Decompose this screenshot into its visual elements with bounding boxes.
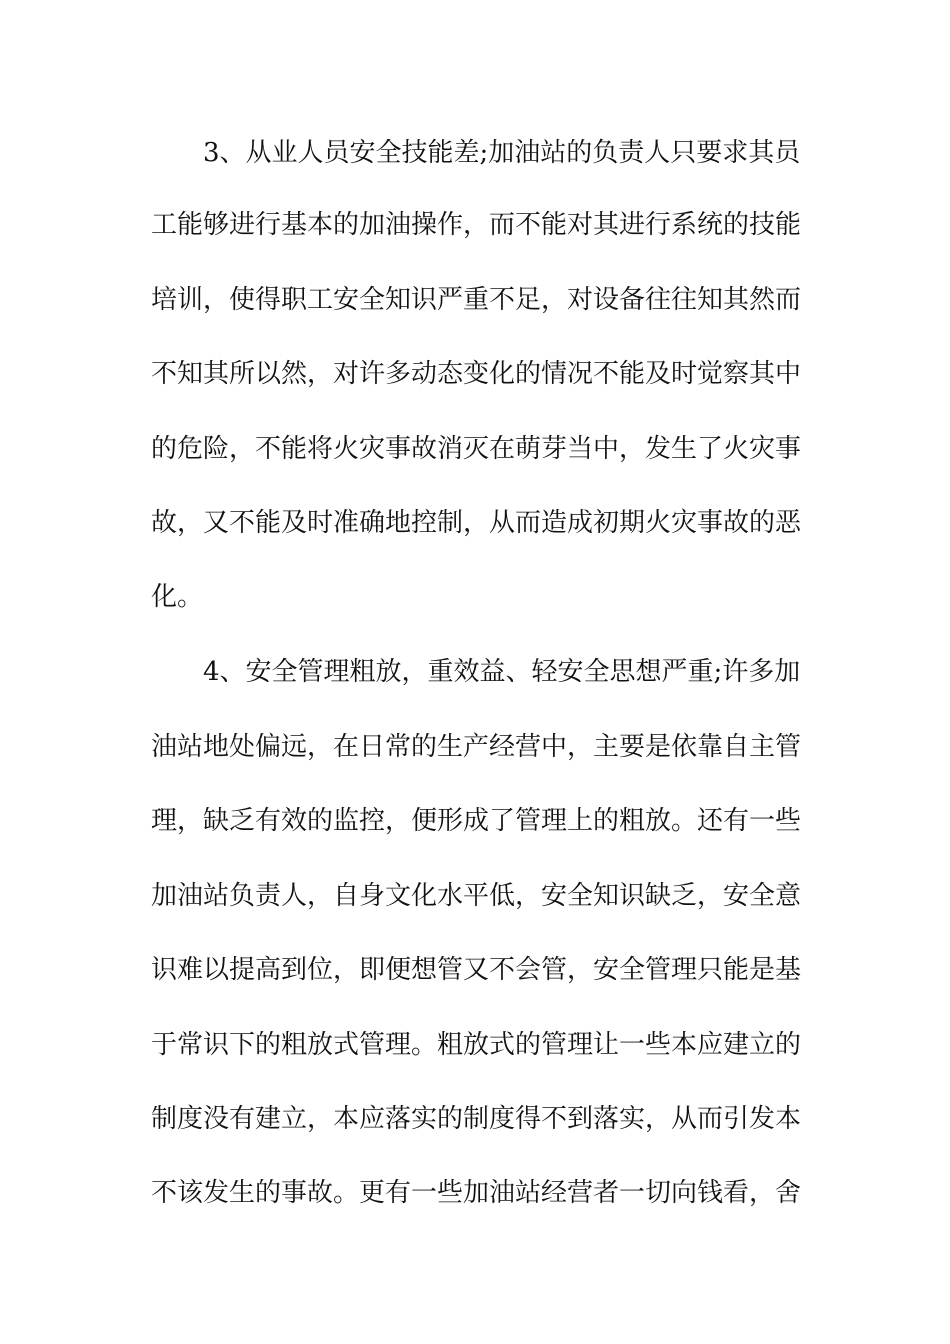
paragraph-2-line-2: 油站地处偏远，在日常的生产经营中，主要是依靠自主管: [151, 732, 802, 762]
paragraph-2-line-7: 制度没有建立，本应落实的制度得不到落实，从而引发本: [151, 1104, 802, 1134]
paragraph-2-line-3: 理，缺乏有效的监控，便形成了管理上的粗放。还有一些: [151, 806, 802, 836]
paragraph-2-line-6: 于常识下的粗放式管理。粗放式的管理让一些本应建立的: [151, 1030, 802, 1060]
paragraph-1-line-3: 培训，使得职工安全知识严重不足，对设备往往知其然而: [151, 285, 802, 315]
paragraph-2-line-1: 4、安全管理粗放，重效益、轻安全思想严重;许多加: [203, 657, 801, 687]
paragraph-1-line-2: 工能够进行基本的加油操作，而不能对其进行系统的技能: [151, 210, 802, 240]
paragraph-2-line-5: 识难以提高到位，即便想管又不会管，安全管理只能是基: [151, 955, 802, 985]
paragraph-1-line-6: 故，又不能及时准确地控制，从而造成初期火灾事故的恶: [151, 508, 802, 538]
paragraph-2-line-8: 不该发生的事故。更有一些加油站经营者一切向钱看，舍: [151, 1178, 802, 1208]
paragraph-1-line-4: 不知其所以然，对许多动态变化的情况不能及时觉察其中: [151, 359, 802, 389]
paragraph-1-line-1: 3、从业人员安全技能差;加油站的负责人只要求其员: [203, 138, 801, 168]
paragraph-2-line-4: 加油站负责人，自身文化水平低，安全知识缺乏，安全意: [151, 881, 802, 911]
paragraph-1-line-5: 的危险，不能将火灾事故消灭在萌芽当中，发生了火灾事: [151, 434, 802, 464]
paragraph-1-line-7: 化。: [151, 582, 204, 612]
